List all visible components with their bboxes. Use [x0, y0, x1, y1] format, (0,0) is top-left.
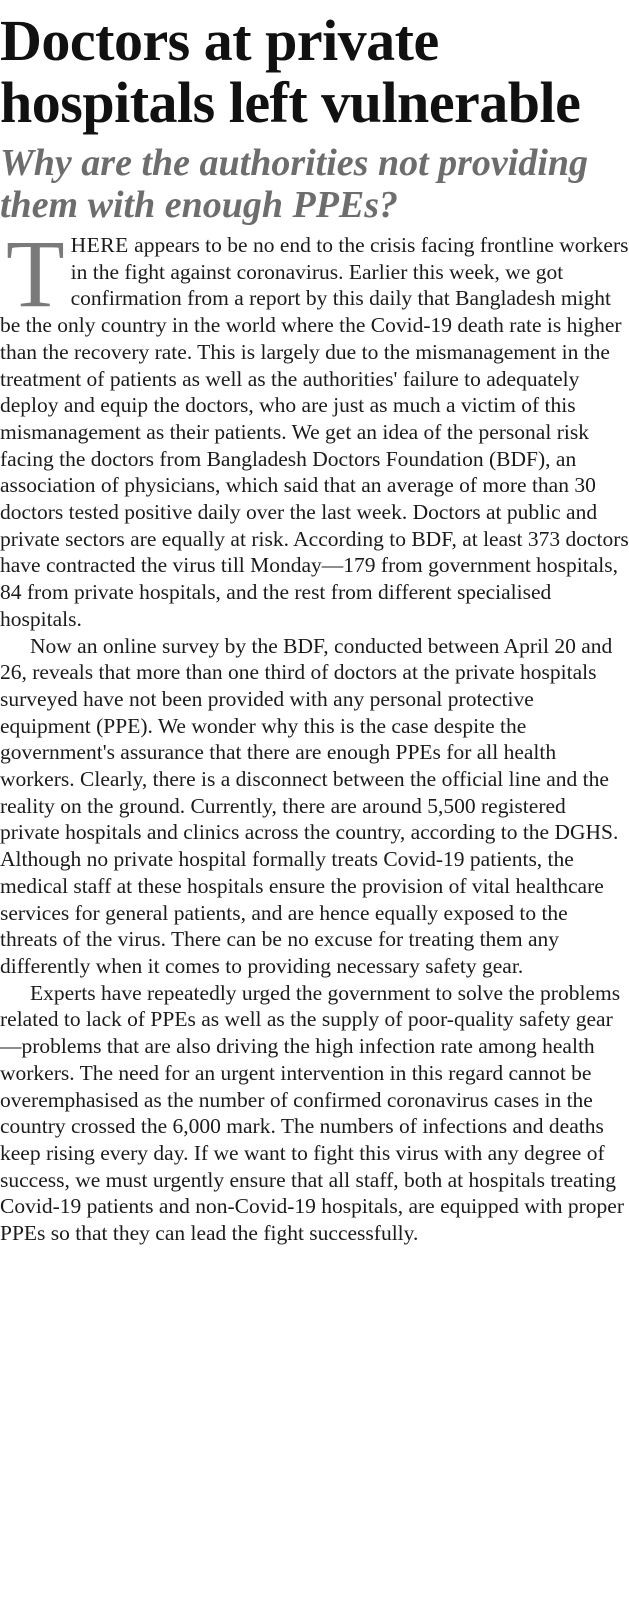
article-body	[0, 220, 629, 1247]
paragraph-1	[0, 220, 629, 633]
lead-in-caps: HERE	[70, 233, 129, 257]
drop-cap: T	[6, 220, 65, 327]
subheadline: Why are the authorities not providing them with enough PPEs?	[0, 142, 589, 226]
paragraph-3: Experts have repeatedly urged the government to solve the problems related to lack of PPEs as well as the supply of poor-quality safety gear—problems that are also driving the high infection rate among health workers. The need for an urgent intervention in this regard cannot be overemphasised as the number of confirmed coronavirus cases in the country crossed the 6,000 mark. The numbers of infections and deaths keep rising every day. If we want to fight this virus with any degree of success, we must urgently ensure that all staff, both at hospitals treating Covid-19 patients and non-Covid-19 hospitals, are equipped with proper PPEs so that they can lead the fight successfully.	[0, 980, 624, 1246]
headline: Doctors at private hospitals left vulnerable	[0, 8, 581, 135]
paragraph-2: Now an online survey by the BDF, conducted between April 20 and 26, reveals that more than one third of doctors at the private hospitals surveyed have not been provided with any personal protective equipment (PPE). We wonder why this is the case despite the government's assurance that there are enough PPEs for all health workers. Clearly, there is a disconnect between the official line and the reality on the ground. Currently, there are around 5,500 registered private hospitals and clinics across the country, according to the DGHS. Although no private hospital formally treats Covid-19 patients, the medical staff at these hospitals ensure the provision of vital healthcare services for general patients, and are hence equally exposed to the threats of the virus. There can be no excuse for treating them any differently when it comes to providing necessary safety gear.	[0, 633, 619, 978]
paragraph-1-text: appears to be no end to the crisis facing frontline workers in the fight against coronavirus. Earlier this week, we got confirmation from a report by this daily that Bangladesh might be the only country in the world where the Covid-19 death rate is higher than the recovery rate. This is largely due to the mismanagement in the treatment of patients as well as the authorities' failure to adequately deploy and equip the doctors, who are just as much a victim of this mismanagement as their patients. We get an idea of the personal risk facing the doctors from Bangladesh Doctors Foundation (BDF), an association of physicians, which said that an average of more than 30 doctors tested positive daily over the last week. Doctors at public and private sectors are equally at risk. According to BDF, at least 373 doctors have contracted the virus till Monday—179 from government hospitals, 84 from private hospitals, and the rest from different specialised hospitals.	[0, 233, 629, 631]
